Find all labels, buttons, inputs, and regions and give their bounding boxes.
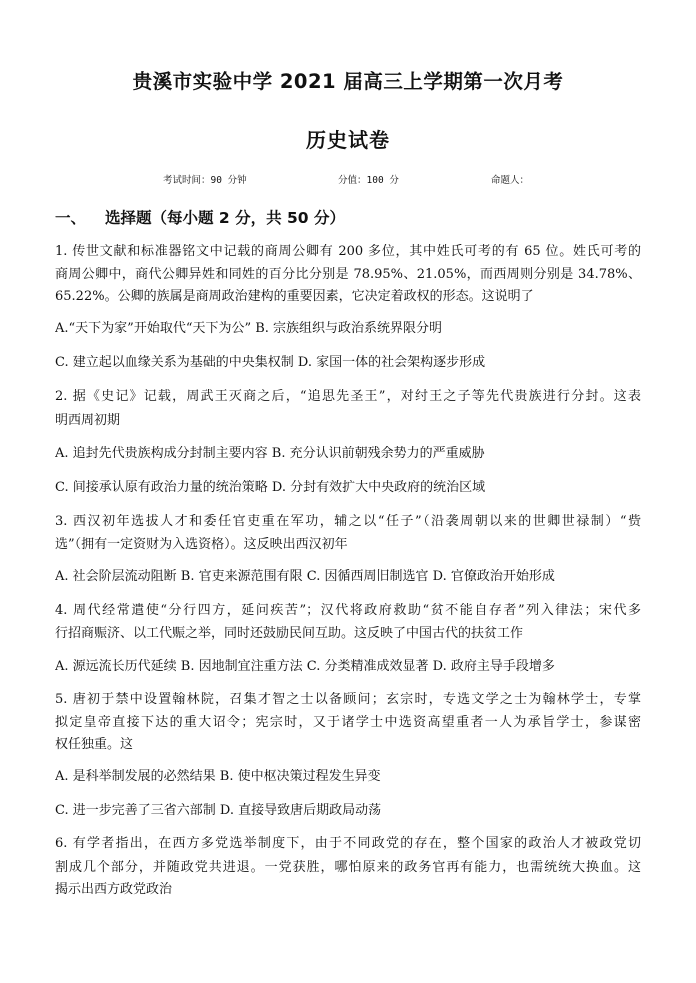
exam-time: 考试时间：90 分钟: [163, 175, 247, 186]
section-number: 一、: [55, 209, 87, 227]
q3-stem-line: 选”（拥有一定资财为入选资格）。这反映出西汉初年: [55, 537, 348, 552]
section-title: 选择题（每小题 2 分，共 50 分）: [105, 209, 345, 227]
q2-options-cd: C. 间接承认原有政治力量的统治策略 D. 分封有效扩大中央政府的统治区域: [55, 480, 486, 495]
q4-stem-line: 行招商赈济、以工代赈之举，同时还鼓励民间互助。这反映了中国古代的扶贫工作: [55, 626, 524, 641]
q1-options-ab: A.“天下为家”开始取代“天下为公” B. 宗族组织与政治系统界限分明: [55, 321, 443, 336]
q3-stem-line: 3. 西汉初年选拔人才和委任官吏重在军功，辅之以“任子”（沿袭周朝以来的世卿世禄制）“赀: [55, 514, 641, 529]
exam-author: 命题人：: [491, 175, 530, 186]
q5-options-ab: A. 是科举制发展的必然结果 B. 使中枢决策过程发生异变: [55, 769, 381, 784]
q2-stem-line: 2. 据《史记》记载，周武王灭商之后，“追思先圣王”，对纣王之子等先代贵族进行分封。这表: [55, 389, 641, 404]
q1-options-cd: C. 建立起以血缘关系为基础的中央集权制 D. 家国一体的社会架构逐步形成: [55, 355, 486, 370]
q6-stem-line: 6. 有学者指出，在西方多党选举制度下，由于不同政党的存在，整个国家的政治人才被政党切: [55, 836, 641, 851]
q4-stem-line: 4. 周代经常遣使“分行四方，延问疾苦”；汉代将政府救助“贫不能自存者”列入律法；宋代多: [55, 603, 641, 618]
q2-stem-line: 明西周初期: [55, 413, 121, 428]
section-heading: [55, 206, 345, 228]
q5-stem-line: 权任独重。这: [55, 737, 134, 752]
q1-stem-line: 商周公卿中，商代公卿异姓和同姓的百分比分别是 78.95%、21.05%，而西周则分别是 34.78%、: [55, 267, 641, 282]
exam-subject: 历史试卷: [306, 128, 390, 152]
q2-options-ab: A. 追封先代贵族构成分封制主要内容 B. 充分认识前朝残余势力的严重威胁: [55, 446, 485, 461]
q1-stem-line: 1. 传世文献和标准器铭文中记载的商周公卿有 200 多位，其中姓氏可考的有 65 位。姓氏可考的: [55, 244, 641, 259]
q3-options: A. 社会阶层流动阻断 B. 官吏来源范围有限 C. 因循西周旧制选官 D. 官僚政治开始形成: [55, 569, 555, 584]
q5-options-cd: C. 进一步完善了三省六部制 D. 直接导致唐后期政局动荡: [55, 803, 382, 818]
q5-stem-line: 5. 唐初于禁中设置翰林院，召集才智之士以备顾问；玄宗时，专选文学之士为翰林学士，专掌: [55, 692, 641, 707]
q1-stem-line: 65.22%。公卿的族属是商周政治建构的重要因素，它决定着政权的形态。这说明了: [55, 289, 534, 304]
q6-stem-line: 揭示出西方政党政治: [55, 882, 173, 897]
exam-title: 贵溪市实验中学 2021 届高三上学期第一次月考: [132, 70, 564, 93]
q6-stem-line: 割成几个部分，并随政党共进退。一党获胜，哪怕原来的政务官再有能力，也需统统大换血。这: [55, 860, 641, 875]
exam-score: 分值：100 分: [338, 175, 399, 186]
q4-options: A. 源远流长历代延续 B. 因地制宜注重方法 C. 分类精准成效显著 D. 政府主导手段增多: [55, 659, 555, 674]
q5-stem-line: 拟定皇帝直接下达的重大诏令；宪宗时，又于诸学士中选资高望重者一人为承旨学士，参谋密: [55, 715, 641, 730]
